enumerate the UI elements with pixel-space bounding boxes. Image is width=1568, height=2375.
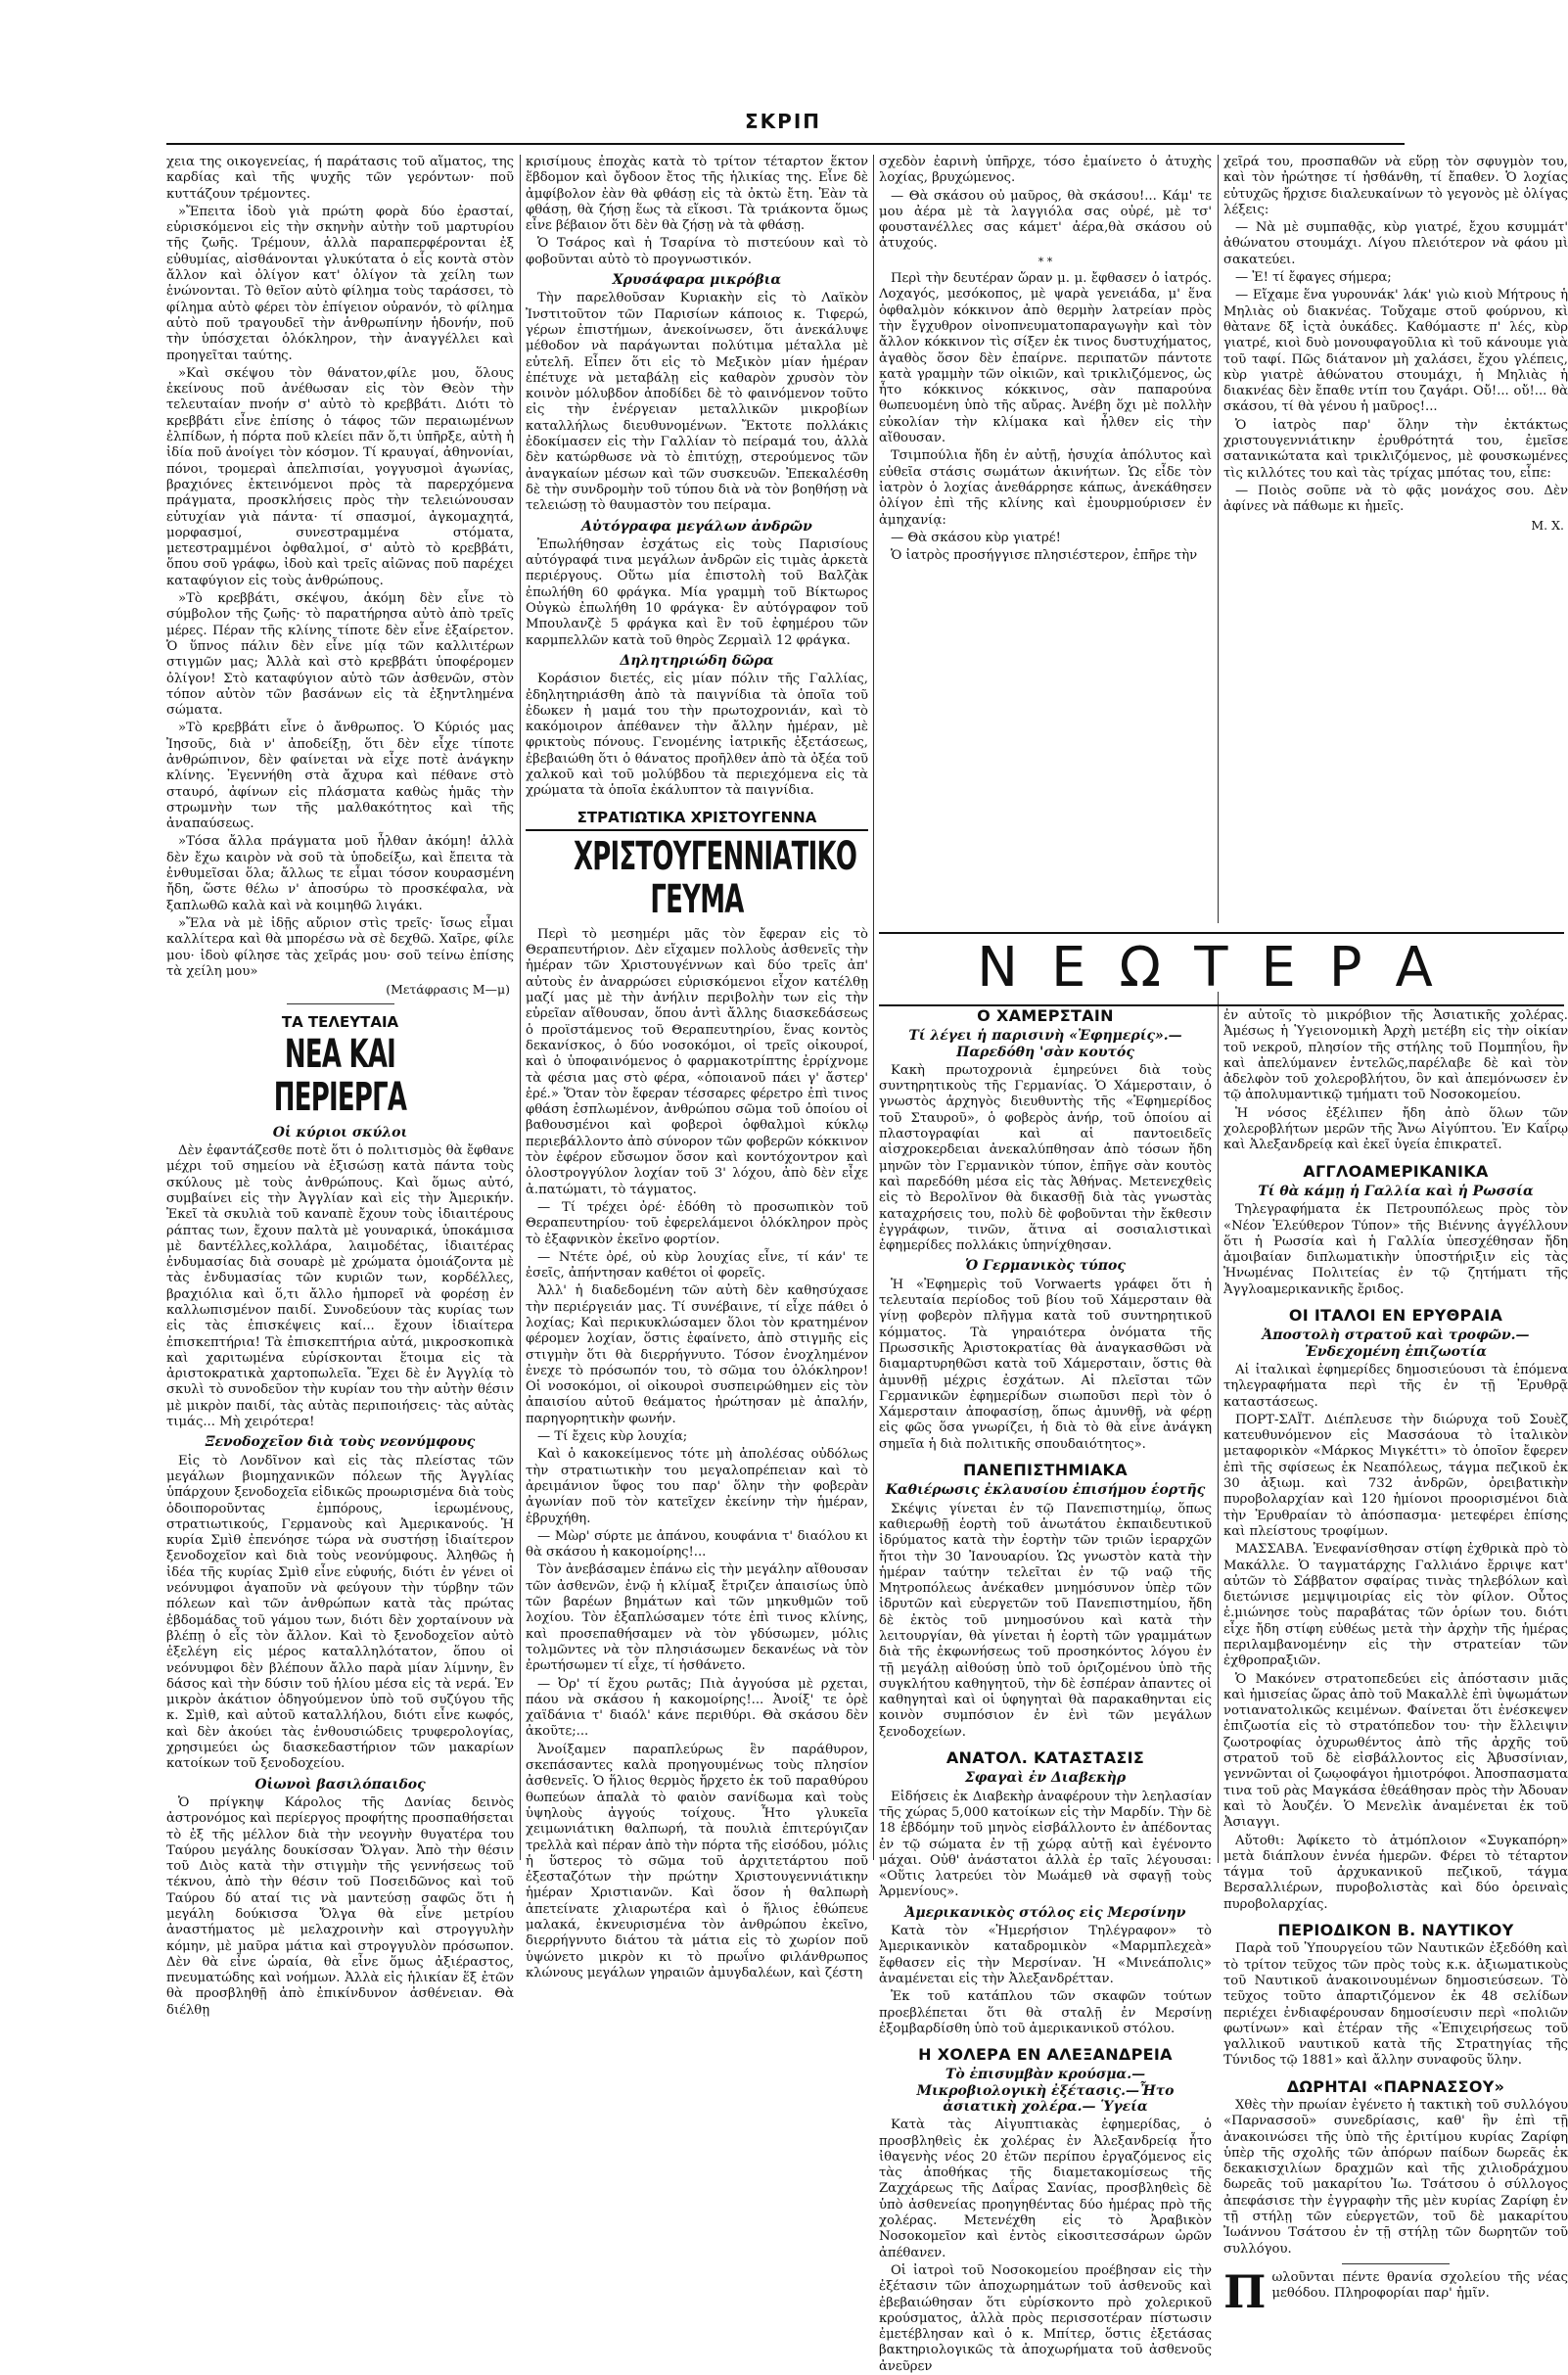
article-headline: ΑΓΓΛΟΑΜΕΡΙΚΑΝΙΚΑ — [1303, 1161, 1489, 1181]
article-subtitle: Χρυσάφαρα μικρόβια — [612, 272, 782, 289]
paragraph: Ἡ νόσος ἐξέλιπεν ἤδη ἀπὸ ὅλων τῶν χολεροβλήτων μερῶν τῆς Ἄνω Αἰγύπτου. Ἐν Καΐρῳ καὶ Ἀλεξανδρείᾳ καὶ ἐκεῖ ὑγεία ἐπικρατεῖ. — [1223, 1105, 1568, 1153]
article-headline: Ο ΧΑΜΕΡΣΤΑΙΝ — [977, 1006, 1114, 1025]
masthead-title: ΣΚΡΙΠ — [745, 110, 821, 133]
paragraph: Ὁ ἰατρὸς παρ' ὅλην τὴν ἐκτάκτως χριστουγεννιάτικην ἐρυθρότητά του, ἐμεῖσε σατανικώτατα καὶ τρικλιζόμενος, μὲ φουσκωμένες τὶς κιλλότες του καὶ τὰς τρίχας μπότας του, εἶπε: — [1223, 417, 1568, 481]
article-subtitle: Οἱ κύριοι σκύλοι — [272, 1124, 408, 1141]
paragraph: — Τί τρέχει ὀρέ· ἐδόθη τὸ προσωπικὸν τοῦ Θεραπευτηρίου· τοῦ ἐφερελάμενοι ὁλόκληρον πρὸς τὸ ἐξαφνικὸν ἐκεῖνο φορτίον. — [526, 1199, 868, 1247]
article-subtitle: Καθιέρωσις ἐκλαυσίου ἐπισήμου ἑορτῆς — [885, 1482, 1206, 1499]
paragraph: Τηλεγραφήματα ἐκ Πετρουπόλεως πρὸς τὸν «Νέον Ἐλεύθερον Τύπον» τῆς Βιέννης ἀγγέλλουν ὅτι ἡ Ρωσσία καὶ ἡ Γαλλία ὑπεσχέθησαν ἤδη ἀμοιβαίαν διπλωματικὴν ὑποστήριξιν εἰς τὰς Ἡνωμένας Πολιτείας ἐν τῷ ζητήματι τῆς Ἀγγλοαμερικανικῆς ἔριδος. — [1223, 1202, 1568, 1297]
paragraph: Ὁ Μακόνεν στρατοπεδεύει εἰς ἀπόστασιν μιᾶς καὶ ἡμισείας ὥρας ἀπὸ τοῦ Μακαλλὲ ἐπὶ ὑψωμάτων νοτιανατολικῶς κειμένων. Φαίνεται ὅτι ἐνέσκεψεν ἐπιζωοτία εἰς τὸ στρατόπεδον του· τὴν ἔλλειψιν ζωοτροφίας ὀχυρωθέντος ἀπὸ τῆς ἀρχῆς τοῦ στρατοῦ τοῦ δὲ εἰσβάλλοντος εἰς Ἀβυσσίνιαν, γεννῶνται οἱ ζωῳοφάγοι ἠμιοτρόφοι. Ἀποσπασματα τινα τοῦ ρὰς Μαγκάσα ἐθεάθησαν πρὸς τὴν Ἀδουαν καὶ τὸ Ἀουζέν. Ὁ Μενελὶκ ἀναμένεται ἐκ τοῦ Ἀσιαγγι. — [1223, 1671, 1568, 1831]
column-divider — [1218, 155, 1219, 923]
paragraph: Αἱ ἰταλικαὶ ἐφημερίδες δημοσιεύουσι τὰ ἑπόμενα τηλεγραφήματα περὶ τῆς ἐν τῇ Ἐρυθρᾷ καταστάσεως. — [1223, 1362, 1568, 1410]
paragraph: Χθὲς τὴν πρωίαν ἐγένετο ἡ τακτικὴ τοῦ συλλόγου «Παρνασσοῦ» συνεδρίασις, καθ' ἣν ἐπὶ τῇ ἀνακοινώσει τῆς ὑπὸ τῆς ἐριτίμου κυρίας Ζαρίφη ὑπὲρ τῆς σχολῆς τῶν ἀπόρων παίδων δωρεᾶς ἐκ δεκακισχιλίων δραχμῶν καὶ τῆς χιλιοδράχμου δωρεᾶς τοῦ μακαρίτου Ἰω. Τσάτσου ὁ σύλλογος ἀπεφάσισε τὴν ἐγγραφὴν τῆς μὲν κυρίας Ζαρίφη ἐν τῇ στήλῃ τῶν εὐεργετῶν, τοῦ δὲ μακαρίτου Ἰωάννου Τσάτσου ἐν τῇ στήλῃ τῶν δωρητῶν τοῦ συλλόγου. — [1223, 2098, 1568, 2257]
paragraph: »Καὶ σκέψου τὸν θάνατον,φίλε μου, ὅλους ἐκείνους ποῦ ἀνέθωσαν εἰς τὸν Θεὸν τὴν τελευταίαν πνοήν σ' αὐτὸ τὸ κρεββάτι. Διότι τὸ κρεββάτι εἶνε ἐπίσης ὁ τάφος τῶν περαιωμένων ἐλπίδων, ἡ πόρτα ποῦ κλείει πᾶν ὅ,τι ὑπῆρξε, αὐτὴ ἡ ἰδία ποῦ ἀνοίγει τὸν κόσμον. Τί κραυγαί, ἀθηνονίαι, πόνοι, τρομεραὶ ἀπελπισίαι, γογγυσμοὶ ἀγωνίας, βραχιόνες ἐκτεινόμενοι πρὸς τὰ παρερχόμενα πράγματα, προσκλήσεις πρὸς τὴν τελειώνουσαν εὐτυχίαν γιὰ πάντα· τί σπασμοί, ἀγκομαχητά, μορφασμοί, συνεστραμμένα στόματα, μετεστραμμένοι ὀφθαλμοί, σ' αὐτὸ τὸ κρεββάτι, ὅπου σοῦ γράφω, ἰδοὺ καὶ τρεῖς αἰῶνας ποῦ παρέχει καταφύγιον εἰς τοὺς ἀνθρώπους. — [166, 365, 514, 588]
paragraph: »Τὸ κρεββάτι, σκέψου, ἀκόμη δὲν εἶνε τὸ σύμβολον τῆς ζωῆς· τὸ παρατήρησα αὐτὸ ἀπὸ τρεῖς μέρες. Πέραν τῆς κλίνης τίποτε δὲν εἶνε ἐξαίρετον. Ὁ ὕπνος πάλιν δὲν εἶνε μίᾳ τῶν καλλιτέρων στιγμῶν μας; Ἀλλὰ καὶ στὸ κρεββάτι ὑποφέρομεν ὀλίγον! Στὸ καταφύγιον αὐτὸ τῶν ἀσθενῶν, στὸν τόπον αὐτὸν τῶν βασάνων εἰς τὰ ἐξηντλημένα σώματα. — [166, 591, 514, 719]
paragraph: χεῖρά του, προσπαθῶν νὰ εὕρῃ τὸν σφυγμὸν του, καὶ τὸν ἠρώτησε τί ἠσθάνθη, τί ἔπαθεν. Ὁ λοχίας εὐτυχῶς ἤρχισε διαλευκαίνων τὸ γεγονὸς μὲ ὀλίγας λέξεις: — [1223, 155, 1568, 217]
paragraph: Ἀνοίξαμεν παραπλεύρως ἓν παράθυρον, σκεπάσαντες καλὰ προηγουμένως τοὺς πλησίον ἀσθενεῖς. Ὁ ἥλιος θερμὸς ἤρχετο ἐκ τοῦ παραθύρου θωπεύων ἁπαλὰ τὸ φαιὸν σανίδωμα καὶ τοὺς ὑψηλοὺς ἀγγούς τοίχους. Ἦτο γλυκεῖα χειμωνιάτικη θαλπωρή, τὰ πουλιὰ ἐπιτερύγιζαν τρελλὰ καὶ πέραν ἀπὸ τὴν πόρτα τῆς εἰσόδου, μόλις ἡ ὕστερος τὸ σῶμα τοῦ ἀρχιτετάρτου ποῦ ἐξεσταζότων τὴν πρώτην Χριστουγεννιάτικην ἡμέραν Χριστιανῶν. Καὶ ὅσον ἡ θαλπωρὴ ἀπετείνατε χλιαρωτέρα καὶ ὁ ἥλιος ἐθώπευε μαλακά, ἐκνευρισμένα τὸν ἀνθρώπου ἐκεῖνο, διερρήγνυτο διάτου τὰ μάτια εἰς τὸ χωρίον ποῦ ὑψώνετο μικρὸν κι τὸ πρωΐνο φιλάνθρωπος κλώνους μεγάλων γηραιῶν ἀμυγδαλέων, καὶ ζέστη — [526, 1742, 868, 1980]
section-title: ΝΕΑ ΚΑΙ ΠΕΡΙΕΡΓΑ — [273, 1031, 407, 1120]
paragraph: — Θὰ σκάσου οὐ μαῦρος, θὰ σκάσου!... Κάμ' τε μου ἀέρα μὲ τὰ λαγγιόλα σας οὐρέ, μὲ τσ' φουστανέλλες σας κάμετ' ἀέρα,θὰ σκάσου οὐ ἀτυχούς. — [879, 188, 1212, 252]
separator — [287, 1003, 394, 1004]
article-headline: Η ΧΟΛΕΡΑ ΕΝ ΑΛΕΞΑΝΔΡΕΙΑ — [918, 2045, 1173, 2065]
column-3-bottom — [879, 1006, 1212, 2374]
ornament-stars: * * — [1038, 255, 1053, 268]
paragraph: Περὶ τὴν δευτέραν ὥραν μ. μ. ἔφθασεν ὁ ἰατρός. Λοχαγός, μεσόκοπος, μὲ ψαρὰ γενειάδα, μ' ἕνα ὀφθαλμὸν κόκκινον ἀπὸ θερμὴν λατρείαν πρὸς τὴν ἔγχυθρον οἰνοπνευματοπαραγωγὴν καὶ τὸν ἄλλον κόκκινον τὶς σίξεν ἐκ τινος δυστυχήματος, ἀγαθὸς ὅσον δὲν ἐπαίρνε. περιπατῶν πάντοτε κατὰ γραμμὴν τῶν οἰκιῶν, καὶ τρικλιζόμενος, ὡς ἦτο κόκκινος κόκκινος, σὰν παπαρούνα θωπευομένη ὑπὸ τῆς αὔρας. Ἀνέβη ὅχι μὲ πολλὴν εὐκολίαν τὴν κλίμακα καὶ ἦλθεν εἰς τὴν αἴθουσαν. — [879, 271, 1212, 446]
classified-text: ωλοῦνται πέντε θρανία σχολείου τῆς νέας μεθόδου. Πληροφορίαι παρ' ἡμῖν. — [1271, 2269, 1568, 2302]
column-divider — [873, 155, 874, 1860]
paragraph: — Εἴχαμε ἕνα γυρουνάκ' λάκ' γιὼ κιοὺ Μήτρους ἡ Μηλιὰς οὐ διακνέας. Τοὔχαμε στοῦ φούρνου, κὶ θὰτανε δξ ἰςτὰ ὀυκάδες. Καθόμαστε π' λές, κὺρ γιατρέ, κιοὶ δυὸ μονουφαγοῦλια κὶ τοῦ κάνουμε γιὰ τοῦ ταφί. Πῶς διάτανον μὴ χαλάσει, ἔχου γλέπεις, κὺρ γιατρὲ ἀθώνατου στουμάχι, ἡ Μηλιὰς ἡ διακνέας δὲν ἔπαθε ντίπ του ζαγάρι. Οὔ!... οὔ!... θὰ σκάσου, τί θὰ γένου ἡ μαῦρος!... — [1223, 288, 1568, 415]
paragraph: — Ὀρ' τί ἔχου ρωτᾶς; Πιὰ ἀγγούσα μὲ ρχεται, πάου νὰ σκάσου ἡ κακομοίρης!... Ἀνοίξ' τε ὀρὲ χαϊδάνια τ' διαόλ' κάνε περιθύρι. Θὰ σκάσου δὲν ἀκοῦτε;... — [526, 1676, 868, 1740]
article-subtitle: Δηλητηριώδη δῶρα — [620, 652, 774, 669]
article-subtitle: Ξενοδοχεῖον διὰ τοὺς νεονύμφους — [205, 1434, 476, 1451]
paragraph: χεια της οικογενείας, ή παράτασις τοῦ αἵματος, της καρδίας καὶ τῆς ψυχῆς τῶν γερόντων· ποῦ κυττάζουν τρέμοντες. — [166, 155, 514, 202]
paragraph: ΜΑΣΣΑΒΑ. Ἐνεφανίσθησαν στίφη ἐχθρικὰ πρὸ τὸ Μακάλλε. Ὁ ταγματάρχης Γαλλιάνο ἔρριψε κατ' αὐτῶν τὸ Σάββατον σφαίρας τινὰς τηλεβόλων καὶ διετώνισε μεμψιμοιρίας εἰς τὸν φίλον. Οὗτος ἐ.μιώνησε τοὺς παραβάτας τῶν ὁρίων του. διότι εἶχε ἤδη στίφη εὐθέως μετὰ τὴν ἀρχὴν τῆς ἡμέρας περιλαμβανομένην εἰς τὴν στρατείαν τῶν ἐχθροπραξιῶν. — [1223, 1542, 1568, 1669]
paragraph: ΠΟΡΤ-ΣΑΪΤ. Διέπλευσε τὴν διώρυχα τοῦ Σουὲζ κατευθυνόμενον εἰς Μασσάουα τὸ ἰταλικὸν μεταφορικὸν «Μάρκος Μιγκέττι» τὸ ὁποῖον ἔφερεν ἐπὶ τῆς σφίσεως ἐκ Νεαπόλεως, τάγμα πεζικοῦ ἐκ 30 ἀξιωμ. καὶ 732 ἀνδρῶν, ὀρειβατικὴν πυροβολαρχίαν καὶ 120 ἡμίονοι προορισμένοι διὰ τὴν Ἐρυθραίαν τὸ ἀπόσπασμα· μετεφέρει ἐπίσης καὶ πλείστους τροφίμων. — [1223, 1412, 1568, 1539]
paragraph: — Ποιὸς σοῦπε νὰ τὸ φᾷς μονάχος σου. Δὲν ἀφίνες νὰ πάθωμε κι ἡμεῖς. — [1223, 483, 1568, 515]
paragraph: Τσιμπούλια ἤδη ἐν αὐτῇ, ἡσυχία ἀπόλυτος καὶ εὐθεῖα στάσις σωμάτων ἀκινήτων. Ὡς εἶδε τὸν ἰατρὸν ὁ λοχίας ἀνεθάρρησε κάπως, ἀνεκάθησεν ὀλίγον ἐπὶ τῆς κλίνης καὶ ἐμουρμούρισεν ἐν ἀμηχανίᾳ: — [879, 448, 1212, 528]
column-4-top — [1223, 155, 1568, 923]
column-divider — [520, 155, 521, 1860]
paragraph: Ἐκ τοῦ κατάπλου τῶν σκαφῶν τούτων προεβλέπεται ὅτι θὰ σταλῇ ἐν Μερσίνῃ ἐξομβαρδίσθη ὑπὸ τοῦ ἀμερικανικοῦ στόλου. — [879, 1989, 1212, 2036]
paragraph: Κοράσιον διετές, εἰς μίαν πόλιν τῆς Γαλλίας, ἐδηλητηριάσθη ἀπὸ τὰ παιγνίδια τὰ ὁποῖα τοῦ ἐδωκεν ἡ μαμά του τὴν πρωτοχρονιάν, καὶ τὸ κακόμοιρον ἀπέθανεν τὴν ἄλλην ἡμέραν, μὲ φρικτοὺς πόνους. Γενομένης ἰατρικῆς ἐξετάσεως, ἐβεβαιώθη ὅτι ὁ θάνατος προῆλθεν ἀπὸ τὰ ὀξέα τοῦ χαλκοῦ καὶ τοῦ μολύβδου τὰ περιεχόμενα εἰς τὰ χρώματα τὰ ὁποῖα ἐκάλυπτον τὰ παιγνίδια. — [526, 672, 868, 799]
article-headline: ΠΑΝΕΠΙΣΤΗΜΙΑΚΑ — [963, 1461, 1128, 1480]
paragraph: »Ἔλα νὰ μὲ ἰδῇς αὔριον στὶς τρεῖς· ἴσως εἶμαι καλλίτερα καὶ θὰ μπορέσω νὰ σὲ δεχθῶ. Χαῖρε, φίλε μου· ἰδοὺ φίλησε τὰς χεῖράς μου· σοῦ τείνω ἐπίσης τὰ χείλη μου» — [166, 915, 514, 979]
article-subtitle: Ὁ Γερμανικὸς τύπος — [965, 1258, 1126, 1275]
article-headline: ΔΩΡΗΤΑΙ «ΠΑΡΝΑΣΣΟΥ» — [1286, 2076, 1505, 2096]
separator — [526, 829, 868, 831]
paragraph: Αὔτοθι: Ἀφίκετο τὸ ἀτμόπλοιον «Συγκαπόρη» μετὰ διάπλουν ἐννέα ἡμερῶν. Φέρει τὸ τέταρτον τάγμα τοῦ ἀρχυκανικοῦ πεζικοῦ, τάγμα Βερσαλλιέρων, πυροβολιστὰς καὶ δύο ὀρειναὶς πυροβολαρχίας. — [1223, 1833, 1568, 1912]
paragraph: κρισίμους ἐποχὰς κατὰ τὸ τρίτον τέταρτον ἕκτον ἕβδομον καὶ ὄγδοον ἔτος τῆς ἡλικίας της. Εἶνε δὲ ἀμφίβολον ἐὰν θὰ φθάσῃ εἰς τὰ ὀκτὼ ἔτη. Ἐὰν τὰ φθάσῃ, θὰ ζήσῃ ἕως τὰ εἴκοσι. Τὰ τριάκοντα ὅμως εἶνε βέβαιον ὅτι δὲν θὰ ζήσῃ νὰ τὰ φθάσῃ. — [526, 155, 868, 234]
paragraph: — Ἐ! τί ἔφαγες σήμερα; — [1235, 270, 1392, 286]
paragraph: »Ἔπειτα ἰδοὺ γιὰ πρώτη φορὰ δύο ἐρασταί, εὑρισκόμενοι εἰς τὴν σκηνὴν αὐτὴν τοῦ μαρτυρίου τῆς ζωῆς. Τρέμουν, ἀλλὰ παραπερφέρονται ἐξ εὐθυμίας, αἰσθάνονται γλυκύτατα ὁ εἷς κοντὰ στὸν ἄλλον καὶ ὀλίγον κατ' ὀλίγον τὰ χείλη των ἑνώνονται. Τὸ θεῖον αὐτὸ φίλημα τοὺς ταράσσει, τὸ φίλημα αὐτὸ φέρει τὸν ἐπίγειον οὐρανόν, τὸ φίλημα αὐτὸ ποῦ τραγουδεῖ τὴν ἀνθρωπίνην ἡδονήν, ποῦ τὴν ὑπόσχεται ὁλόκληρον, τὴν ἀναγγέλλει καὶ προηγεῖται ταύτης. — [166, 204, 514, 363]
paragraph: Εἰδήσεις ἐκ Διαβεκὴρ ἀναφέρουν τὴν λεηλασίαν τῆς χώρας 5,000 κατοίκων εἰς τὴν Μαρδίν. Τὴν δὲ 18 ἑβδόμην τοῦ μηνὸς εἰσβάλλοντο ἐν ἀπέδοντας ἐν τῷ σώματα ἐν τῇ χώρᾳ αὐτῇ καὶ ἐγένοντο μάχαι. Οὐθ' ἀνάστατοι ἀλλὰ ἐρ ταῖς λέγουσαι: «Οὕτις λατρεύει τὸν Μωάμεθ νὰ σφαγῇ τοὺς Ἀρμενίους». — [879, 1789, 1212, 1900]
column-4-bottom — [1223, 1008, 1568, 2318]
paragraph: Τὴν παρελθοῦσαν Κυριακὴν εἰς τὸ Λαϊκὸν Ἰνστιτοῦτον τῶν Παρισίων κάποιος κ. Τιφερώ, γέρων ἐπιστήμων, ἀνεκοίνωσεν, ὅτι ἀνεκάλυψε μέθοδον νὰ παράγωνται πολύτιμα μέταλλα μὲ εὐτελῆ. Εἶπεν ὅτι εἰς τὸ Μεξικὸν μίαν ἡμέραν ἐπέτυχε νὰ μεταβάλῃ εἰς καθαρὸν χρυσὸν τὸν κοινὸν μόλυβδον ἀποδίδει δὲ τὸ φαινόμενον τοῦτο εἰς τὴν ἐνέργειαν μεταλλικῶν μικροβίων καταλλήλως διευθυνομένων. Ἔκτοτε πολλάκις ἐδοκίμασεν εἰς τὴν Γαλλίαν τὸ πείραμά του, ἀλλὰ δὲν κατώρθωσε νὰ τὸ ἐπιτύχῃ, στερούμενος τῶν ἀναγκαίων μέσων καὶ τῶν συσκευῶν. Ἐπεκαλέσθη δὲ τὴν συνδρομὴν τοῦ τύπου διὰ νὰ τὸν βοηθήσῃ νὰ τελειώσῃ τὸ θαυμαστὸν του πείραμα. — [526, 291, 868, 514]
article-headline: ΠΕΡΙΟΔΙΚΟΝ Β. ΝΑΥΤΙΚΟΥ — [1277, 1921, 1514, 1940]
separator — [1342, 2263, 1450, 2264]
paragraph: Κατὰ τὰς Αἰγυπτιακὰς ἐφημερίδας, ὁ προσβληθεὶς ἐκ χολέρας ἐν Ἀλεξανδρείᾳ ἦτο ἰθαγενὴς νέος 20 ἐτῶν περίπου ἐργαζόμενος εἰς τὰς ἀποθήκας τῆς διαμετακομίσεως τῆς Ζαχχάρεως τῆς Δαΐρας Σανίας, προσβληθεὶς δὲ ὑπὸ ἀσθενείας προηγηθέντας δύο ἡμέρας πρὸ τῆς χολέρας. Μετενέχθη εἰς τὸ Ἀραβικὸν Νοσοκομεῖον καὶ ἐντὸς εἰκοσιτεσσάρων ὡρῶν ἀπέθανεν. — [879, 2118, 1212, 2260]
banner-title: ΝΕΩΤΕΡΑ — [977, 936, 1466, 1000]
paragraph: Καὶ ὁ κακοκείμενος τότε μὴ ἀπολέσας οὐδόλως τὴν στρατιωτικὴν του μεγαλοπρέπειαν καὶ τὸ ἀρειμάνιον ὕφος του παρ' ὅλην τὴν φοβερὰν ἀγωνίαν ποῦ τὸν κατεῖχεν ἐκείνην τὴν ἡμέραν, ἐβρυχήθη. — [526, 1447, 868, 1526]
article-subtitle: Αὐτόγραφα μεγάλων ἀνδρῶν — [581, 518, 812, 535]
classified-ad — [1223, 2264, 1568, 2318]
paragraph: Κακὴ πρωτοχρονιὰ ἐμηρεύνει διὰ τοὺς συντηρητικοὺς τῆς Γερμανίας. Ὁ Χάμερσταιν, ὁ γνωστὸς ἀρχηγὸς διευθυντὴς τῆς «Ἐφημερίδος τοῦ Σταυροῦ», ὁ φοβερὸς ἀνήρ, τοῦ ὁποίου αἱ πλαστογραφίαι καὶ αἱ παντοειδεῖς αἰσχροκερδειαι ἀνεκαλύπθησαν ἀπὸ τόσων ἤδη μηνῶν τὸν Γερμανικὸν τύπον, ἐπῆγε σὰν κουτὸς καὶ παρεδόθη μέσα εἰς τὰς Ἀθήνας. Μετενεχθεὶς εἰς τὸ Βερολῖνον θὰ δικασθῇ διὰ τὰς γνωστὰς καταχρήσεις του, πολὺ δὲ φοβοῦνται τὴν ἔκθεσιν ἐγγράφων, τινῶν, ἅτινα αἱ σοσιαλιστικαὶ ἐφημερίδες πολλάκις ὑπηνίχθησαν. — [879, 1062, 1212, 1254]
paragraph: Περὶ τὸ μεσημέρι μᾶς τὸν ἔφεραν εἰς τὸ Θεραπευτήριον. Δὲν εἴχαμεν πολλοὺς ἀσθενεῖς τὴν ἡμέραν τῶν Χριστουγέννων καὶ δύο τρεῖς ἀπ' αὐτοὺς ἐν ἀναρρώσει εὑρισκόμενοι εἶχον κατέλθῃ μαζί μας μὲ τὴν ἀνήλιν περιβολὴν των εἰς τὴν εὐρεῖαν αἴθουσαν, ὅπου ἀντὶ ἄλλης διασκεδάσεως ὁ προϊστάμενος τοῦ Θεραπευτηρίου, ἕνας κοντὸς δεκανίσκος, ὁ δύο νοσοκόμοι, οἱ τρεῖς οἰκουροί, καὶ ὁ ὑποφαινόμενος ὁ φαρμακοτρίπτης ἐρρίχνομε τὰ φέσια μας στὸ φέρα, «ὁποιανοῦ πάει γ' ἄστερ' ἐρέ.» Ὅταν τὸν ἔφεραν τέσσαρες φέρετρο ἐπὶ τινος φθάση ἐσπλωμένον, ἀνθρώπου σῶμα τοῦ ὁποίου οἱ βαθουσμένοι καὶ φοβεροὶ ὀφθαλμοὶ κύκλῳ περιεβάλλοντο ἀπὸ σύνορον τῶν φοβερῶν κόκκινον τὸν ἐφέρον εὔσωμον ὅσον καὶ κοντόχοντρον καὶ ὁλοστρογγύλον λοχίαν τοῦ 3' λόχου, ἀπὸ δὲν εἶχε ἀ.πατώματι, τὸ τάγματος. — [526, 926, 868, 1197]
paragraph: — Ντέτε ὀρέ, οὐ κὺρ λουχίας εἶνε, τί κάν' τε ἐσεῖς, ἀπήντησαν καθέτοι οἱ φορεῖς. — [526, 1249, 868, 1281]
paragraph: — Νὰ μὲ συμπαθᾷς, κὺρ γιατρέ, ἔχου κσυμμάτ' ἀθώνατου στουμάχι. Λίγου πλειότερον νὰ φάου μὶ σακατεύει. — [1223, 220, 1568, 267]
paragraph: Παρὰ τοῦ Ὑπουργείου τῶν Ναυτικῶν ἐξεδόθη καὶ τὸ τρίτον τεῦχος τῶν πρὸς τοὺς κ.κ. ἀξιωματικοὺς τοῦ Ναυτικοῦ ἀνακοινουμένων δημοσιεύσεων. Τὸ τεῦχος τοῦτο ἀπαρτιζόμενον ἐκ 48 σελίδων περιέχει ἐνδιαφέρουσαν δημοσίευσιν περὶ «πολιῶν φωτίνων» καὶ ἑτέραν τῆς «Ἐπιχειρήσεως τοῦ γαλλικοῦ ναυτικοῦ κατὰ τῆς Στρατηγίας τῆς Τύνιδος τῷ 1881» καὶ ἄλλην συναφοῦς ὕλην. — [1223, 1941, 1568, 2069]
paragraph: Ἀλλ' ἡ διαδεδομένη τῶν αὐτὴ δὲν καθησύχασε τὴν περιέργειάν μας. Τί συνέβαινε, τί εἶχε πάθει ὁ λοχίας; Καὶ περικυκλώσαμεν ὅλοι τὸν κρατημένον φέρομεν λοχίαν, ὅστις ἐφαίνετο, ἀπὸ στιγμῆς εἰς στιγμὴν ὅτι θὰ διερρήγνυτο. Τόσον ἐνοχλημένον ἐνεχε τὸ πρόσωπόν του, τὸ σῶμα του ὁλόκληρον! Οἱ νοσοκόμοι, οἱ οἰκουροὶ συσπειρώθημεν εἰς τὸν ἀπαισίου αὐτοῦ θεάματος ἠρώτησαν μὲ ἀπαλήν, παρηγορητικὴν φωνήν. — [526, 1283, 868, 1426]
paragraph: »Τόσα ἄλλα πράγματα μοῦ ἦλθαν ἀκόμη! ἀλλὰ δὲν ἔχω καιρὸν νὰ σοῦ τὰ ὑποδείξω, καὶ ἔπειτα τὰ ἐνθυμεῖσαι ὅλα; ἄλλως τε εἶμαι τόσον κουρασμένη ἤδη, ὥστε θέλω ν' ἀποσύρω τὸ προσκέφαλα, νὰ ξαπλωθῶ καλὰ καὶ νὰ κοιμηθῶ λιγάκι. — [166, 834, 514, 913]
paragraph: — Θὰ σκάσου κὺρ γιατρέ! — [891, 530, 1061, 545]
article-subtitle: Ἀμερικανικὸς στόλος εἰς Μερσίνην — [904, 1904, 1186, 1921]
paragraph: Τὸν ἀνεβάσαμεν ἐπάνω εἰς τὴν μεγάλην αἴθουσαν τῶν ἀσθενῶν, ἐνῷ ἡ κλίμαξ ἔτριζεν ἀπαισίως ὑπὸ τῶν βαρέων βημάτων καὶ τῶν μηκυθμῶν τοῦ λοχίου. Τὸν ἐξαπλώσαμεν τότε ἐπὶ τινος κλίνης, καὶ προσεπαθήσαμεν νὰ τὸν γδύσωμεν, μόλις τολμῶντες νὰ τὸν πλησιάσωμεν δεκανέως νὰ τὸν ἐρωτήσωμεν τί εἶχε, τί ἠσθάνετο. — [526, 1562, 868, 1674]
paragraph: — Μὼρ' σύρτε με ἀπάνου, κουφάνια τ' διαόλου κι θὰ σκάσου ἡ κακομοίρης!... — [526, 1528, 868, 1560]
paragraph: Κατὰ τὸν «Ἡμερήσιον Τηλέγραφον» τὸ Ἀμερικανικὸν καταδρομικὸν «Μαρμπλεχεὰ» ἔφθασεν εἰς τὴν Μερσίναν. Ἡ «Μινεάπολις» ἀναμένεται εἰς τὴν Ἀλεξανδρέτταν. — [879, 1924, 1212, 1986]
section-banner — [879, 932, 1564, 1006]
article-subtitle: Σφαγαὶ ἐν Διαβεκὴρ — [964, 1770, 1127, 1787]
paragraph: Εἰς τὸ Λονδῖνον καὶ εἰς τὰς πλείστας τῶν μεγάλων βιομηχανικῶν πόλεων τῆς Ἀγγλίας ὑπάρχουν ξενοδοχεῖα εἰδικῶς προωρισμένα διὰ τοὺς ὁδοιποροῦντας ἐμπόρους, ἱερωμένους, στρατιωτικούς, Γερμανοὺς καὶ Ἀμερικανούς. Ἡ κυρία Σμὶθ ἐπενόησε τώρα νὰ συστήσῃ ἰδιαίτερον ξενοδοχεῖον καὶ διὰ τοὺς νεονύμφους. Ἀληθῶς ἡ ἰδέα τῆς κυρίας Σμὶθ εἶνε εὐφυής, διότι ἐν γένει οἱ νεόνυμφοι ἀγαποῦν νὰ φεύγουν τὴν τύρβην τῶν πόλεων καὶ τῶν ἀνθρώπων κατὰ τὰς πρώτας ἑβδομάδας τοῦ γάμου των, διότι δὲν χορταίνουν νὰ βλέπῃ ὁ εἷς τὸν ἄλλον. Καὶ τὸ ξενοδοχεῖον αὐτὸ ἐξελέγη εἰς μέρος καταλληλότατον, ὅπου οἱ νεόνυμφοι δὲν βλέπουν ἄλλο παρὰ μίαν λίμνην, ἓν δάσος καὶ τὴν δύσιν τοῦ ἡλίου μέσα εἰς τὰ νερά. Ἐν μικρὸν ἀκάτιον ὁδηγούμενον ὑπὸ τοῦ συζύγου τῆς κ. Σμὶθ, καὶ αὐτοῦ καταλλήλου, διότι εἶνε κωφός, καὶ δὲν ἀκούει τὰς ἐνθουσιώδεις τρυφερολογίας, χρησιμεύει ὡς διασκεδαστήριον τῶν μακαρίων κατοίκων τοῦ ξενοδοχείου. — [166, 1453, 514, 1772]
column-divider — [1218, 992, 1219, 1863]
drop-cap: Π — [1223, 2264, 1267, 2318]
paragraph: Ὁ Τσάρος καὶ ἡ Τσαρίνα τὸ πιστεύουν καὶ τὸ φοβοῦνται αὐτὸ τὸ προγνωστικόν. — [526, 236, 868, 267]
paragraph: Ὁ πρίγκηψ Κάρολος τῆς Δανίας δεινὸς ἀστρονόμος καὶ περίεργος προφήτης προσπαθήσεται τὸ ἐξ τῆς μέλλον διὰ τὴν νεογνὴν θυγατέρα του Ταύρου μεγάλης δουκίσσαν Ὄλγαν. Ἀπὸ τὴν θέσιν τοῦ Διὸς κατὰ τὴν στιγμὴν τῆς γεννήσεως τοῦ τέκνου, ἀπὸ τὴν θέσιν τοῦ Ποσειδῶνος καὶ τοῦ Ταύρου δύ αταί τις νὰ μαντεύσῃ σαφῶς ὅτι ἡ μεγάλη δούκισσα Ὄλγα θὰ εἶνε μετρίου ἀναστήματος μὲ μελαχροινὴν καὶ στρογγυλὴν κόμην, μὲ μαῦρα μάτια καὶ στρογγυλὸν πρόσωπον. Δὲν θὰ εἶνε ὡραία, θὰ εἶνε ὅμως ἀξιέραστος, πνευματώδης καὶ νοήμων. Ἀλλὰ εἰς ἡλικίαν ἕξ ἐτῶν θὰ προσβληθῇ ἀπὸ ἐπικίνδυνον ἀσθένειαν. Θὰ διέλθῃ — [166, 1794, 514, 2018]
paragraph: ἐν αὐτοῖς τὸ μικρόβιον τῆς Ἀσιατικῆς χολέρας. Ἀμέσως ἡ Ὑγειονομικὴ Ἀρχὴ μετέβη εἰς τὴν οἰκίαν τοῦ νεκροῦ, πλησίον τῆς στήλης τοῦ Πομπηΐου, ἣν καὶ ἀπελύμανεν ἐντελῶς,παρέλαβε δὲ καὶ τὸν ἀδελφὸν τοῦ χολεροβλήτου, ὃν καὶ ἀπεμόνωσεν ἐν τῷ ἀπολυμαντικῷ τμήματι τοῦ Νοσοκομείου. — [1223, 1008, 1568, 1103]
paragraph: Ἐπωλήθησαν ἐσχάτως εἰς τοὺς Παρισίους αὐτόγραφά τινα μεγάλων ἀνδρῶν εἰς τιμὰς ἀρκετὰ περιέργους. Οὕτω μία ἐπιστολὴ τοῦ Βαλζὰκ ἐπωλήθη 60 φράγκα. Μία γραμμὴ τοῦ Βίκτωρος Οὐγκὼ ἐπωλήθη 10 φράγκα· ἓν αὐτόγραφον τοῦ Μπουλανζὲ 5 φράγκα καὶ ἓν τοῦ ἐφημέρου τῶν καρμπελλῶν κατὰ τοῦ θηρὸς Ζερμαὶλ 12 φράγκα. — [526, 536, 868, 648]
article-subtitle: Ἀποστολὴ στρατοῦ καὶ τροφῶν.— Ἐνδεχομένη ἐπιζωοτία — [1262, 1327, 1530, 1360]
article-subtitle: Τί θὰ κάμῃ ἡ Γαλλία καὶ ἡ Ρωσσία — [1258, 1183, 1534, 1199]
article-headline: ΟΙ ΙΤΑΛΟΙ ΕΝ ΕΡΥΘΡΑΙΑ — [1288, 1306, 1503, 1326]
paragraph: Ἡ «Ἐφημερὶς τοῦ Vorwaerts γράφει ὅτι ἡ τελευταία περίοδος τοῦ βίου τοῦ Χάμερσταιν θὰ γίνῃ φοβερὸν πλῆγμα κατὰ τοῦ συντηρητικοῦ κόμματος. Τὰ γηραιότερα ὀνόματα τῆς Πρωσσικῆς Ἀριστοκρατίας θὰ ἀναγκασθῶσι νὰ διαμαρτυρηθῶσι κατὰ τοῦ Χάμερσταιν, ὅστις θὰ ἀμυνθῇ μέχρις ἐσχάτων. Αἱ πλεῖσται τῶν Γερμανικῶν ἐφημερίδων σιωποῦσι περὶ τὸν ὁ Χάμερσταιν ἀποφασίσῃ, ὅπως ἀμυνθῇ, νὰ φέρῃ εἰς φῶς ὅσα γνωρίζει, ἡ διὰ τὸ θὰ εἶνε ἀνάγκη σημεῖα ἡ διὰ πολιτικῆς σπουδαιότητος». — [879, 1277, 1212, 1452]
section-overtitle: ΤΑ ΤΕΛΕΥΤΑΙΑ — [281, 1013, 399, 1032]
masthead-rule — [166, 143, 1405, 145]
column-1 — [166, 155, 514, 2018]
paragraph: Οἱ ἰατροὶ τοῦ Νοσοκομείου προέβησαν εἰς τὴν ἐξέτασιν τῶν ἀποχωρημάτων τοῦ ἀσθενοῦς καὶ ἐβεβαιώθησαν ὅτι εὑρίσκοντο πρὸ χολερικοῦ κρούσματος, ἀλλὰ πρὸς περισσοτέραν πίστωσιν ἐμετέβλησαν καὶ ὁ κ. Μπίτερ, ὅστις ἐξετάσας βακτηριολογικῶς τὰ ἀποχωρήματα τοῦ ἀσθενοῦς ἀνεῦρεν — [879, 2262, 1212, 2374]
column-3-top — [879, 155, 1212, 923]
paragraph: Σκέψις γίνεται ἐν τῷ Πανεπιστημίῳ, ὅπως καθιερωθῇ ἑορτὴ τοῦ ἀνωτάτου ἐκπαιδευτικοῦ ἱδρύματος κατὰ τὴν ἑορτὴν τῶν τριῶν ἱεραρχῶν ἤτοι τὴν 30 Ἰανουαρίου. Ὡς γνωστὸν κατὰ τὴν ἡμέραν ταύτην τελεῖται ἐν τῷ ναῷ τῆς Μητροπόλεως ἀνέκαθεν μνημόσυνον ὑπὲρ τῶν ἱδρυτῶν καὶ εὐεργετῶν τοῦ Πανεπιστημίου, ἤδη δὲ ἐκτὸς τοῦ μνημοσύνου καὶ κατὰ τὴν λειτουργίαν, θὰ γίνεται ἡ ἑορτὴ τῶν γραμμάτων διὰ τῆς ἐκφωνήσεως τοῦ προσηκόντος λόγου ἐν τῇ μεγάλῃ αἰθούσῃ ὑπὸ τοῦ ὁριζομένου ὑπὸ τῆς συγκλήτου καθηγητοῦ, τὴν δὲ ἑσπέραν ἀπαντες οἱ καθηγηταὶ καὶ οἱ ὑφηγηταὶ θὰ παρακαθηνται εἰς κοινὸν συμπόσιον ἐν ἑνὶ τῶν μεγάλων ξενοδοχείων. — [879, 1501, 1212, 1740]
article-subtitle: Τὸ ἐπισυμβὰν κρούσμα.— Μικροβιολογικὴ ἐξέτασις.—Ἦτο ἀσιατικὴ χολέρα.— Ὑγεία — [916, 2067, 1175, 2115]
article-subtitle: Τί λέγει ἡ παρισινὴ «Ἐφημερίς».— Παρεδόθη 'σὰν κουτός — [908, 1028, 1182, 1060]
section-title: ΧΡΙΣΤΟΥΓΕΝΝΙΑΤΙΚΟ ΓΕΥΜΑ — [574, 833, 857, 922]
column-2 — [526, 155, 868, 1980]
paragraph: — Τί ἔχεις κὺρ λουχία; — [537, 1429, 688, 1445]
signature: Μ. Χ. — [1531, 517, 1564, 533]
paragraph: Δὲν ἐφαντάζεσθε ποτὲ ὅτι ὁ πολιτισμὸς θὰ ἔφθανε μέχρι τοῦ σημείου νὰ ἐξισώσῃ κατὰ πάντα τοὺς σκύλους μὲ τοὺς ἀνθρώπους. Καὶ ὅμως αὐτό, συμβαίνει εἰς τὴν Ἀγγλίαν καὶ εἰς τὴν Ἀμερικήν. Ἐκεῖ τὰ σκυλιὰ τοῦ καναπὲ ἔχουν τοὺς ἰδιαιτέρους ράπτας των, ἔχουν παλτὰ μὲ γουναρικά, ὑποκάμισα μὲ δαντέλλες,κολλάρα, λαιμοδέτας, ἰδιαιτέρας ἐνδυμασίας διὰ σουαρὲ μὲ χρώματα ὁμοιάζοντα μὲ τὰς ἐνδυμασίας τῶν κυριῶν των, κορδέλλες, βραχιόλια καὶ ὅ,τι ἄλλο ἡμπορεῖ νὰ φορέσῃ ἐν καλλωπισμένον παιδί. Συνοδεύουν τὰς κυρίας των εἰς τὰς ἐπισκέψεις καί... ἔχουν ἰδιαίτερα ἐπισκεπτήρια! Τὰ ἐπισκεπτήρια αὐτά, μικροσκοπικὰ καὶ χαριτωμένα εὑρίσκονται ἕτοιμα εἰς τὰ ἀριστοκρατικὰ χαρτοπωλεῖα. Ἔχει δὲ ἐν Ἀγγλίᾳ τὸ σκυλὶ τὸ συνοδεῦον τὴν κυρίαν του τὴν αὐτὴν θέσιν μὲ μικρὸν παιδί, τὰς αὐτὰς περιποιήσεις· τὰς αὐτὰς τιμάς... Μὴ χειρότερα! — [166, 1143, 514, 1430]
paragraph: σχεδὸν ἐαρινὴ ὑπῆρχε, τόσο ἐμαίνετο ὁ ἀτυχὴς λοχίας, βρυχώμενος. — [879, 155, 1212, 186]
paragraph: Ὁ ἰατρὸς προσήγγισε πλησιέστερον, ἐπῆρε τὴν — [891, 548, 1198, 564]
article-headline: ΑΝΑΤΟΛ. ΚΑΤΑΣΤΑΣΙΣ — [945, 1748, 1145, 1768]
article-subtitle: Οἰωνοὶ βασιλόπαιδος — [254, 1776, 426, 1793]
section-overtitle: ΣΤΡΑΤΙΩΤΙΚΑ ΧΡΙΣΤΟΥΓΕΝΝΑ — [576, 808, 817, 826]
paragraph: »Τὸ κρεββάτι εἶνε ὁ ἄνθρωπος. Ὁ Κύριός μας Ἰησοῦς, διὰ ν' ἀποδείξῃ, ὅτι δὲν εἶχε τίποτε ἀνθρώπινον, δὲν φαίνεται νὰ εἶχε ποτὲ ἀνάγκην κλίνης. Ἐγεννήθη στὰ ἄχυρα καὶ πέθανε στὸ σταυρό, ἀφίνων εἰς πλάσματα καθὼς ἡμᾶς τὴν στρωμνὴν των τῆς μαλθακότητος καὶ τῆς ἀναπαύσεως. — [166, 721, 514, 832]
signature: (Μετάφρασις Μ—μ) — [386, 982, 510, 998]
